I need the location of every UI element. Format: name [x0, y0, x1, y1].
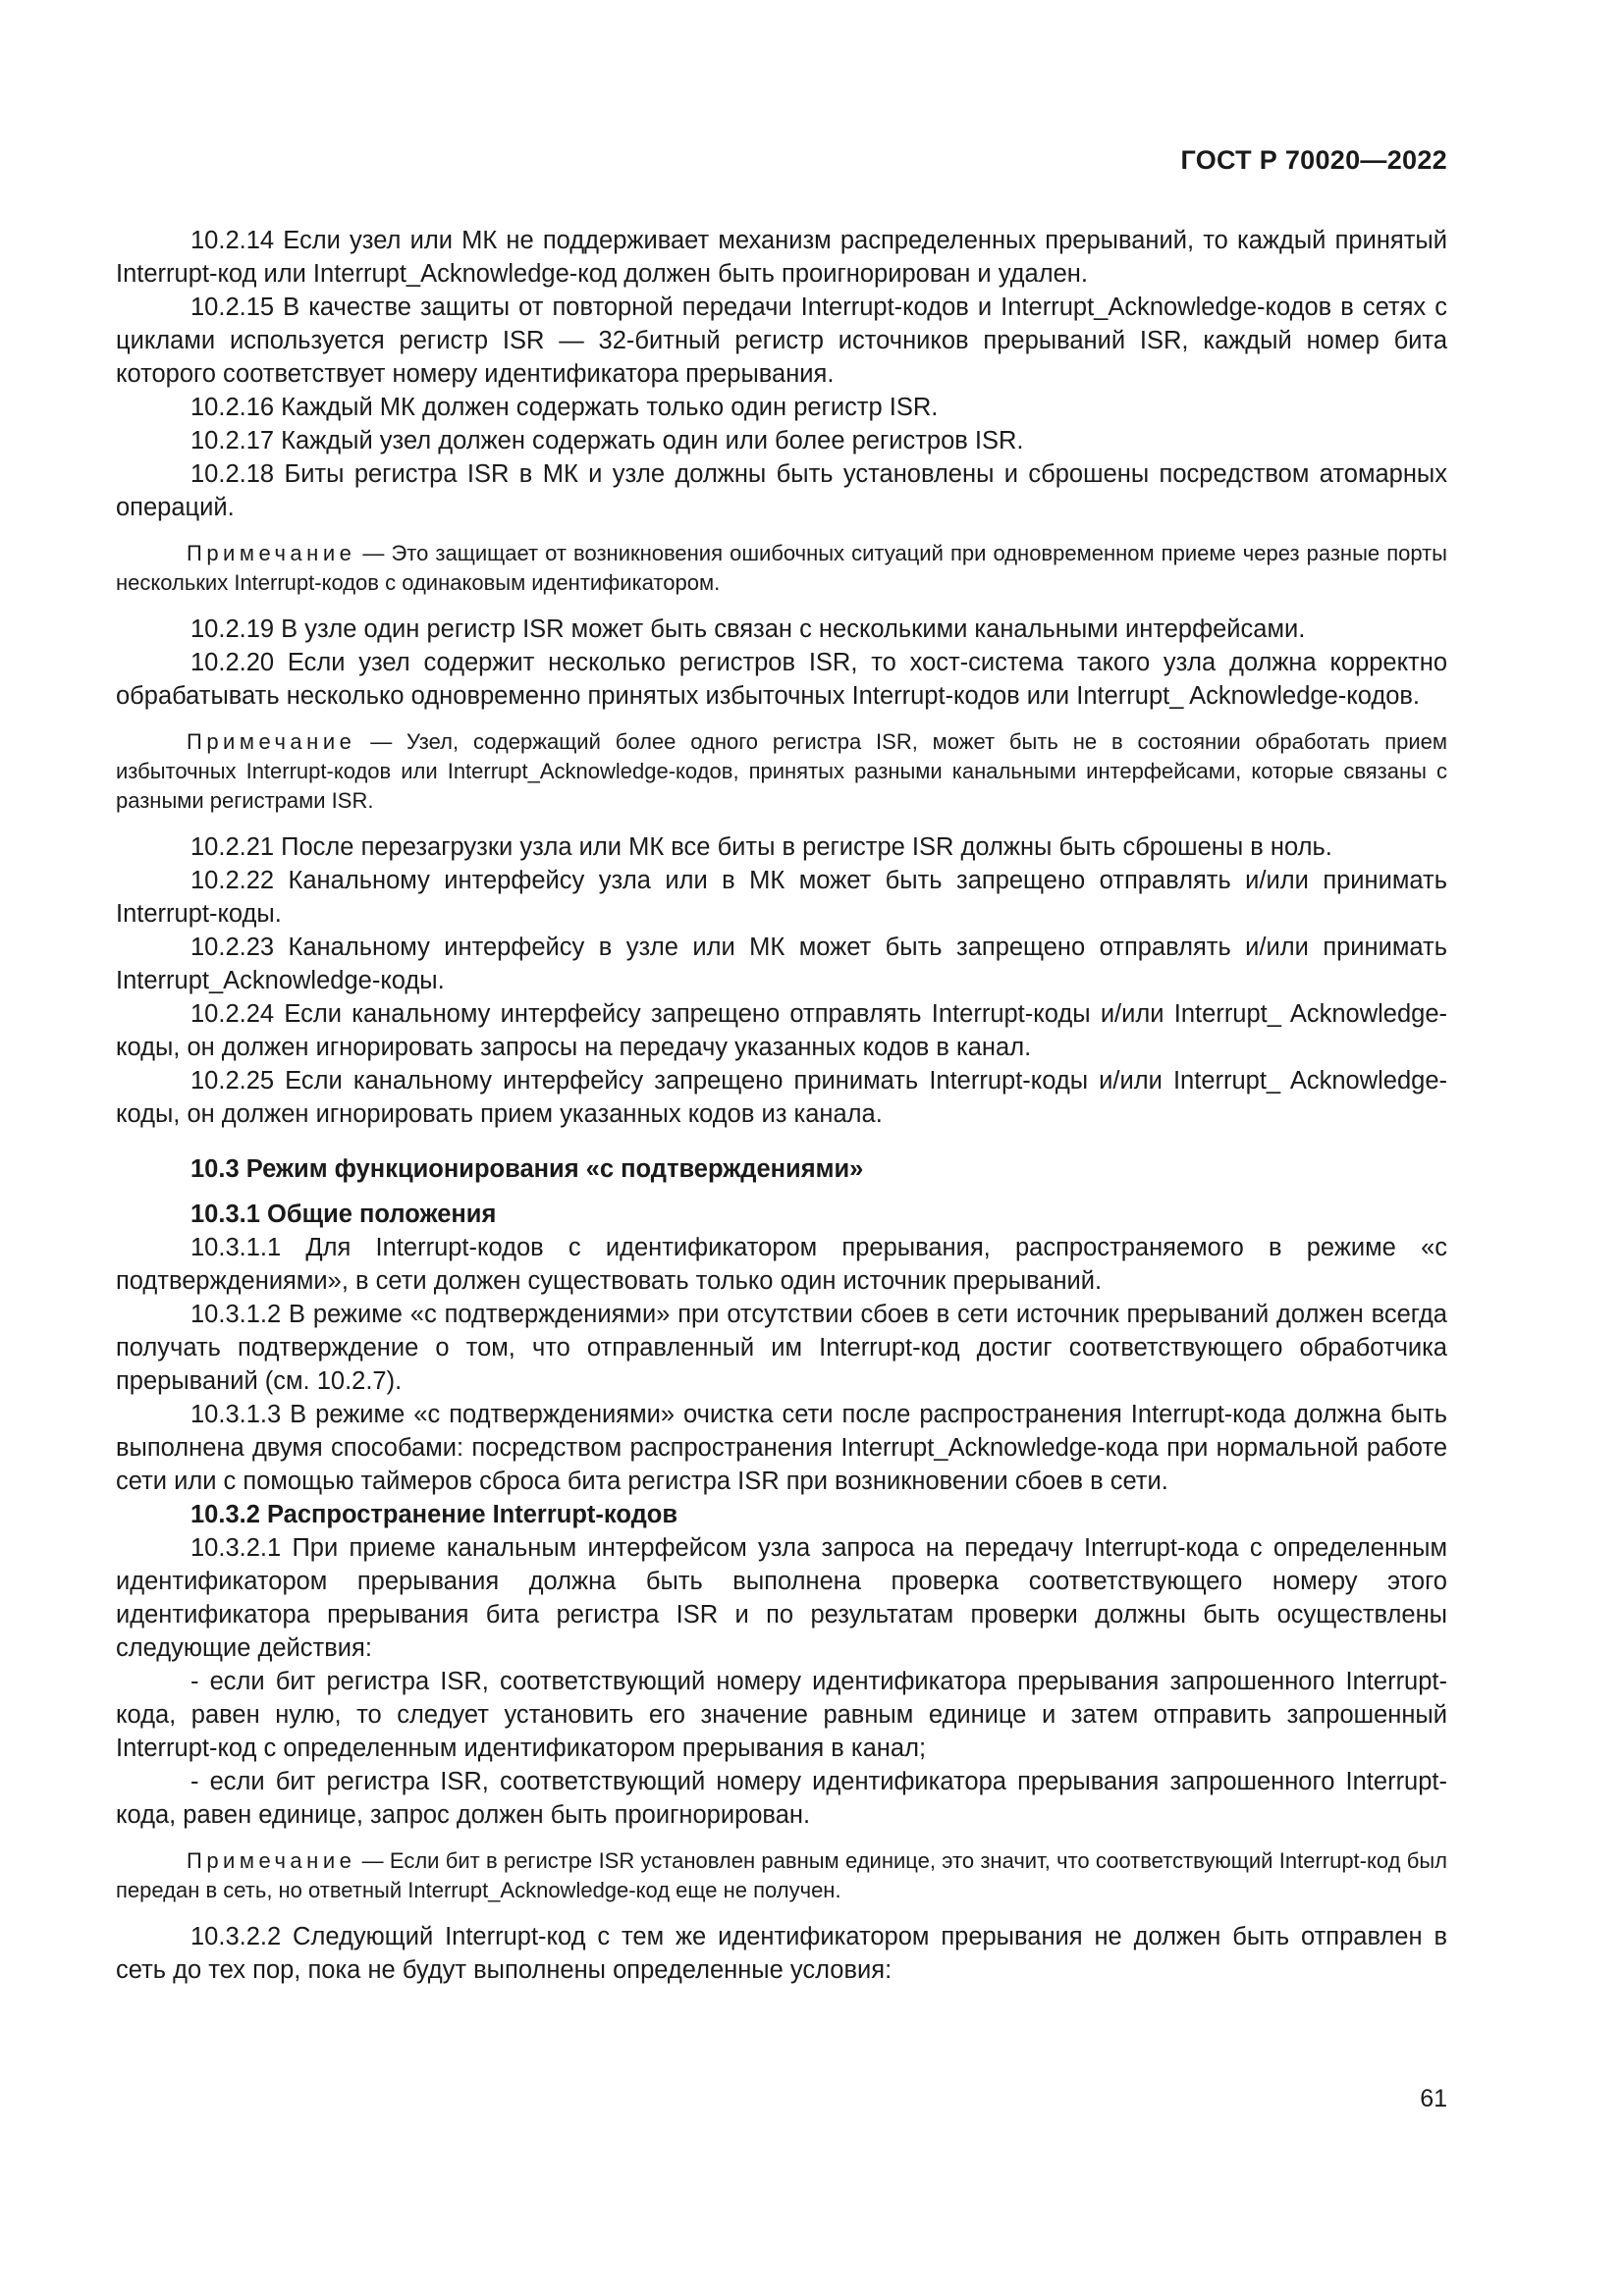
section-heading-10-3: 10.3 Режим функционирования «с подтверждениями» — [190, 1155, 864, 1183]
note-text: — Это защищает от возникновения ошибочных ситуаций при одновременном приеме через разные порты нескольких Interrupt-кодов с одинаковым идентификатором. — [116, 541, 1447, 595]
clause-10-3-1-3: 10.3.1.3 В режиме «с подтверждениями» очистка сети после распространения Interrupt-кода должна быть выполнена двумя способами: посредством распространения Interrupt_Acknowledge-кода при нормальной работе сети или с помощью таймеров сброса бита регистра ISR при возникновении сбоев в сети. — [116, 1401, 1447, 1495]
list-item-bit-zero: - если бит регистра ISR, соответствующий номеру идентификатора прерывания запрошенного Interrupt-кода, равен нулю, то следует установить его значение равным единице и затем отправить запрошенный Interrupt-код с определенным идентификатором прерывания в канал; — [116, 1668, 1447, 1762]
clause-10-2-22: 10.2.22 Канальному интерфейсу узла или в МК может быть запрещено отправлять и/или принимать Interrupt-коды. — [116, 867, 1447, 928]
note-3 — [116, 1846, 1447, 1905]
clause-10-2-24: 10.2.24 Если канальному интерфейсу запрещено отправлять Interrupt-коды и/или Interrupt_ Acknowledge-коды, он должен игнорировать запросы на передачу указанных кодов в канал. — [116, 1000, 1447, 1061]
note-text: — Если бит в регистре ISR установлен равным единице, это значит, что соответствующий Interrupt-код был передан в сеть, но ответный Interrupt_Acknowledge-код еще не получен. — [116, 1848, 1447, 1902]
note-1 — [116, 539, 1447, 598]
clause-10-3-2-2: 10.3.2.2 Следующий Interrupt-код с тем же идентификатором прерывания не должен быть отправлен в сеть до тех пор, пока не будут выполнены определенные условия: — [116, 1923, 1447, 1984]
subsection-heading-10-3-1: 10.3.1 Общие положения — [190, 1201, 497, 1228]
clause-10-3-2-1: 10.3.2.1 При приеме канальным интерфейсом узла запроса на передачу Interrupt-кода с определенным идентификатором прерывания должна быть выполнена проверка соответствующего номеру этого идентификатора прерывания бита регистра ISR и по результатам проверки должны быть осуществлены следующие действия: — [116, 1534, 1447, 1662]
document-code: ГОСТ Р 70020—2022 — [1180, 145, 1447, 175]
note-label: Примечание — [187, 541, 356, 565]
clause-10-2-18: 10.2.18 Биты регистра ISR в МК и узле должны быть установлены и сброшены посредством атомарных операций. — [116, 460, 1447, 521]
clause-10-3-1-2: 10.3.1.2 В режиме «с подтверждениями» при отсутствии сбоев в сети источник прерываний должен всегда получать подтверждение о том, что отправленный им Interrupt-код достиг соответствующего обработчика прерываний (см. 10.2.7). — [116, 1301, 1447, 1395]
clause-10-2-16: 10.2.16 Каждый МК должен содержать только один регистр ISR. — [190, 394, 939, 421]
clause-10-2-14: 10.2.14 Если узел или МК не поддерживает механизм распределенных прерываний, то каждый принятый Interrupt-код или Interrupt_Acknowledge-код должен быть проигнорирован и удален. — [116, 227, 1447, 288]
list-item-bit-one: - если бит регистра ISR, соответствующий номеру идентификатора прерывания запрошенного Interrupt-кода, равен единице, запрос должен быть проигнорирован. — [116, 1768, 1447, 1829]
clause-10-2-25: 10.2.25 Если канальному интерфейсу запрещено принимать Interrupt-коды и/или Interrupt_ Acknowledge-коды, он должен игнорировать прием указанных кодов из канала. — [116, 1067, 1447, 1128]
clause-10-2-15: 10.2.15 В качестве защиты от повторной передачи Interrupt-кодов и Interrupt_Acknowledge-кодов в сетях с циклами используется регистр ISR — 32-битный регистр источников прерываний ISR, каждый номер бита которого соответствует номеру идентификатора прерывания. — [116, 294, 1447, 388]
page-content — [116, 224, 1447, 1987]
clause-10-2-17: 10.2.17 Каждый узел должен содержать один или более регистров ISR. — [190, 427, 1024, 454]
note-2 — [116, 727, 1447, 816]
note-label: Примечание — [187, 729, 356, 754]
clause-10-2-19: 10.2.19 В узле один регистр ISR может быть связан с несколькими канальными интерфейсами. — [190, 615, 1306, 643]
page-number: 61 — [1420, 2085, 1447, 2112]
clause-10-2-20: 10.2.20 Если узел содержит несколько регистров ISR, то хост-система такого узла должна корректно обрабатывать несколько одновременно принятых избыточных Interrupt-кодов или Interrupt_ Acknowledge-кодов. — [116, 649, 1447, 710]
clause-10-3-1-1: 10.3.1.1 Для Interrupt-кодов с идентификатором прерывания, распространяемого в режиме «с подтверждениями», в сети должен существовать только один источник прерываний. — [116, 1234, 1447, 1295]
note-label: Примечание — [187, 1848, 356, 1873]
note-text: — Узел, содержащий более одного регистра ISR, может быть не в состоянии обработать прием избыточных Interrupt-кодов или Interrupt_Acknowledge-кодов, принятых разными канальными интерфейсами, которые связаны с разными регистрами ISR. — [116, 729, 1447, 813]
clause-10-2-21: 10.2.21 После перезагрузки узла или МК все биты в регистре ISR должны быть сброшены в ноль. — [190, 833, 1332, 861]
clause-10-2-23: 10.2.23 Канальному интерфейсу в узле или МК может быть запрещено отправлять и/или принимать Interrupt_Acknowledge-коды. — [116, 934, 1447, 994]
subsection-heading-10-3-2: 10.3.2 Распространение Interrupt-кодов — [190, 1501, 678, 1528]
